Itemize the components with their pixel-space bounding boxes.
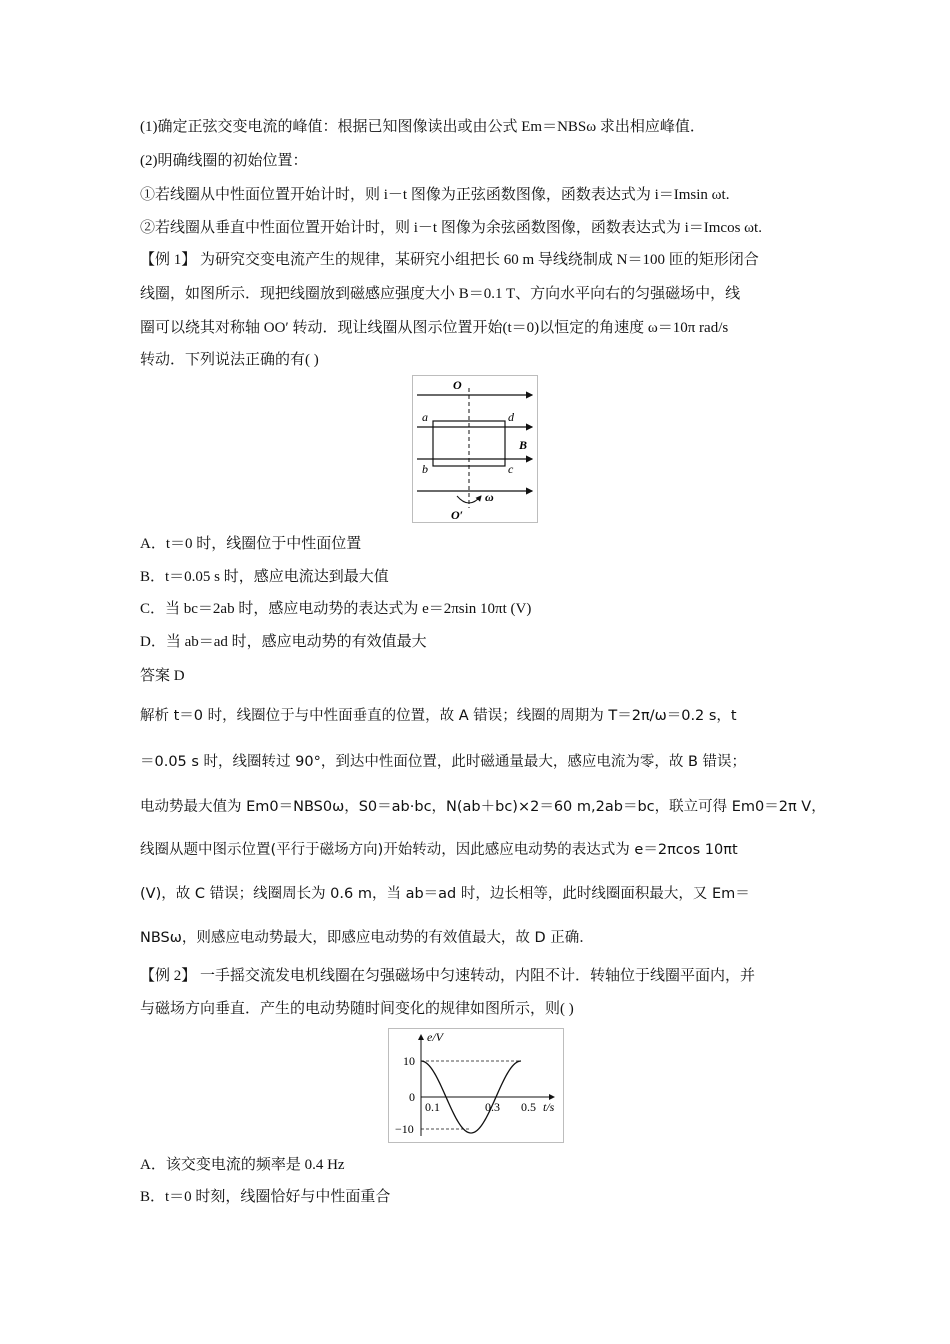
example1-question-line-1: 【例 1】 为研究交变电流产生的规律，某研究小组把长 60 m 导线绕制成 N＝100 匝的矩形闭合 bbox=[140, 252, 759, 268]
y-axis-label: e/V bbox=[427, 1030, 443, 1044]
label-d: d bbox=[508, 410, 514, 424]
example1-option-c: C．当 bc＝2ab 时，感应电动势的表达式为 e＝2πsin 10πt (V) bbox=[140, 601, 532, 617]
coil-diagram bbox=[413, 376, 537, 522]
example2-question-line-1: 【例 2】 一手摇交流发电机线圈在匀强磁场中匀速转动，内阻不计．转轴位于线圈平面内，并 bbox=[140, 968, 756, 984]
tick-10: 10 bbox=[403, 1054, 415, 1068]
analysis-line-5: (V)，故 C 错误；线圈周长为 0.6 m，当 ab＝ad 时，边长相等，此时线圈面积最大，又 Em＝ bbox=[140, 886, 750, 902]
tick-0.3: 0.3 bbox=[485, 1100, 500, 1114]
example1-question-line-3: 圈可以绕其对称轴 OO′ 转动．现让线圈从图示位置开始(t＝0)以恒定的角速度 ω＝10π rad/s bbox=[140, 320, 729, 336]
tick-0.5: 0.5 bbox=[521, 1100, 536, 1114]
coil-figure bbox=[412, 375, 538, 523]
analysis-line-3: 电动势最大值为 Em0＝NBS0ω，S0＝ab·bc，N(ab＋bc)×2＝60 m,2ab＝bc，联立可得 Em0＝2π V， bbox=[140, 799, 826, 815]
x-axis-label: t/s bbox=[543, 1100, 555, 1114]
emf-graph bbox=[388, 1028, 564, 1143]
example2-option-a: A．该交变电流的频率是 0.4 Hz bbox=[140, 1157, 345, 1173]
example2-question-line-2: 与磁场方向垂直．产生的电动势随时间变化的规律如图所示，则( ) bbox=[140, 1001, 574, 1017]
analysis-line-4: 线圈从题中图示位置(平行于磁场方向)开始转动，因此感应电动势的表达式为 e＝2πcos 10πt bbox=[140, 842, 738, 858]
intro-line-1: (1)确定正弦交变电流的峰值：根据已知图像读出或由公式 Em＝NBSω 求出相应峰值． bbox=[140, 119, 705, 135]
label-O-prime: O′ bbox=[451, 508, 464, 522]
emf-graph-svg bbox=[389, 1029, 563, 1142]
example2-option-b: B．t＝0 时刻，线圈恰好与中性面重合 bbox=[140, 1189, 391, 1205]
label-omega: ω bbox=[485, 490, 494, 504]
example1-answer: 答案 D bbox=[140, 668, 185, 684]
intro-line-4: ②若线圈从垂直中性面位置开始计时，则 i－t 图像为余弦函数图像，函数表达式为 i＝Imcos ωt. bbox=[140, 220, 762, 236]
tick-0.1: 0.1 bbox=[425, 1100, 440, 1114]
tick-minus-10: −10 bbox=[395, 1122, 414, 1136]
analysis-line-1: 解析 t＝0 时，线圈位于与中性面垂直的位置，故 A 错误；线圈的周期为 T＝2π/ω＝0.2 s，t bbox=[140, 708, 737, 724]
example1-question-line-2: 线圈，如图所示．现把线圈放到磁感应强度大小 B＝0.1 T、方向水平向右的匀强磁场中，线 bbox=[140, 286, 741, 302]
analysis-line-2: ＝0.05 s 时，线圈转过 90°，到达中性面位置，此时磁通量最大，感应电流为零，故 B 错误； bbox=[140, 754, 747, 770]
tick-0: 0 bbox=[409, 1090, 415, 1104]
label-b: b bbox=[422, 462, 428, 476]
intro-line-3: ①若线圈从中性面位置开始计时，则 i－t 图像为正弦函数图像，函数表达式为 i＝Imsin ωt. bbox=[140, 187, 730, 203]
analysis-line-6: NBSω，则感应电动势最大，即感应电动势的有效值最大，故 D 正确． bbox=[140, 930, 594, 946]
label-a: a bbox=[422, 410, 428, 424]
example1-option-a: A．t＝0 时，线圈位于中性面位置 bbox=[140, 536, 362, 552]
intro-line-2: (2)明确线圈的初始位置： bbox=[140, 153, 308, 169]
example1-question-line-4: 转动．下列说法正确的有( ) bbox=[140, 352, 319, 368]
label-B: B bbox=[519, 438, 528, 452]
label-O: O bbox=[453, 378, 462, 392]
label-c: c bbox=[508, 462, 514, 476]
example1-option-b: B．t＝0.05 s 时，感应电流达到最大值 bbox=[140, 569, 389, 585]
example1-option-d: D．当 ab＝ad 时，感应电动势的有效值最大 bbox=[140, 634, 427, 650]
